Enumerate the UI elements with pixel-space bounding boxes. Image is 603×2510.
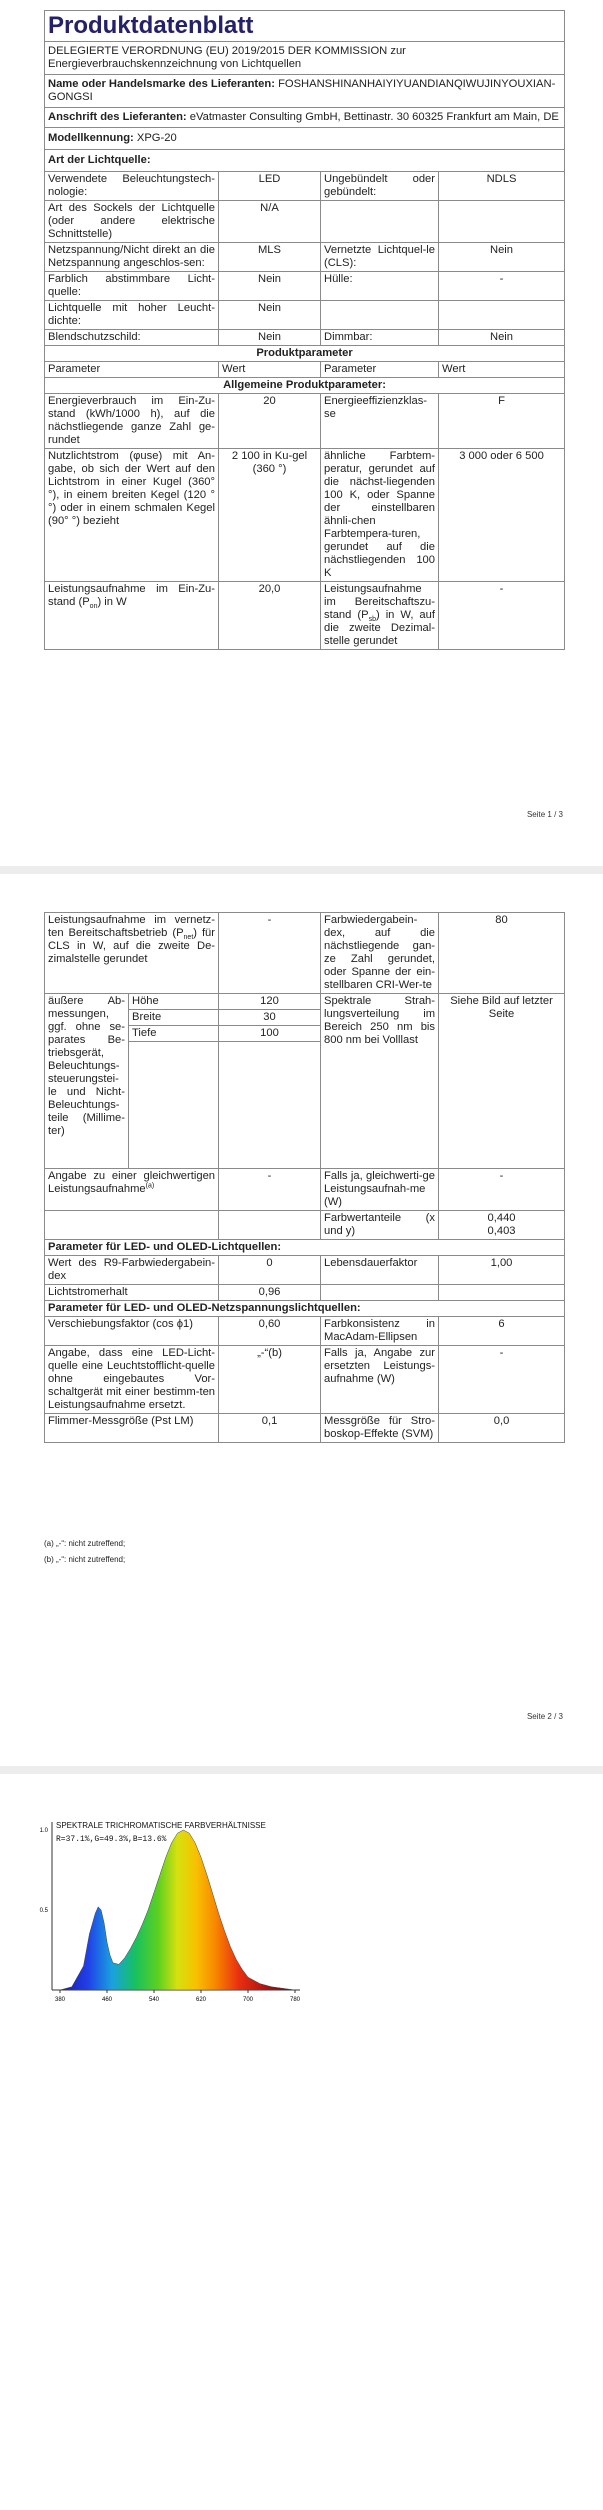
x-tick-label: 540: [148, 1997, 160, 2003]
general-params-header: Allgemeine Produktparameter:: [45, 378, 565, 394]
chart-subtitle: R=37.1%,G=49.3%,B=13.6%: [56, 1835, 167, 1844]
supplier-address-label: Anschrift des Lieferanten:: [48, 111, 187, 123]
col-header-parameter: Parameter: [45, 362, 219, 378]
chromaticity-x: 0,440: [487, 1212, 516, 1224]
col-header-value-2: Wert: [439, 362, 565, 378]
page-number-1: Seite 1 / 3: [526, 810, 563, 819]
anti-glare-value: Nein: [219, 330, 321, 346]
directional-value: NDLS: [439, 172, 565, 201]
useful-flux-value: 2 100 in Ku-gel (360 °): [219, 449, 321, 582]
energy-class-label: Energieeffizienzklas-se: [321, 394, 439, 449]
page-separator-2: [0, 1766, 603, 1774]
on-mode-power-value: 20,0: [219, 582, 321, 650]
supplier-name-row: [45, 75, 565, 108]
chromaticity-label: Farbwertanteile (x und y): [321, 1211, 439, 1240]
mains-voltage-label: Netzspannung/Nicht direkt an die Netzspannung angeschlos-sen:: [45, 243, 219, 272]
y-tick-group: [40, 1828, 49, 1914]
flicker-metric-label: Flimmer-Messgröße (Pst LM): [45, 1414, 219, 1443]
color-tunable-value: Nein: [219, 272, 321, 301]
cri-label: Farbwiedergabein-dex, auf die nächstliegende gan-ze Zahl gerundet, oder Spanne der ein-stellbaren CRI-Wer-te: [321, 913, 439, 994]
dimensions-label: äußere Ab-messungen, ggf. ohne se-parates Be-triebsgerät, Beleuchtungs-steuerungstei-le und Nicht-Beleuchtungs-teile (Millime-ter): [45, 994, 129, 1169]
spectrum-chart: [0, 1814, 603, 2034]
connected-light-label: Vernetzte Lichtquel-le (CLS):: [321, 243, 439, 272]
stroboscopic-metric-label: Messgröße für Stro-boskop-Effekte (SVM): [321, 1414, 439, 1443]
on-mode-power-label: Leistungsaufnahme im Ein-Zu-stand $(P_{on})$ in W: [45, 582, 219, 650]
color-consistency-label: Farbkonsistenz in MacAdam-Ellipsen: [321, 1317, 439, 1346]
datasheet-table-1: [44, 10, 565, 650]
fluorescent-replacement-value: „-“(b): [219, 1346, 321, 1414]
connected-light-value: Nein: [439, 243, 565, 272]
lighting-technology-label: Verwendete Beleuchtungstech-nologie:: [45, 172, 219, 201]
replaced-power-label: Falls ja, Angabe zur ersetzten Leistungs-aufnahme (W): [321, 1346, 439, 1414]
supplier-name-label: Name oder Handelsmarke des Lieferanten:: [48, 78, 275, 90]
page-number-2: Seite 2 / 3: [526, 1712, 563, 1721]
lumen-maintenance-label: Lichtstromerhalt: [45, 1285, 219, 1301]
color-tunable-label: Farblich abstimmbare Licht-quelle:: [45, 272, 219, 301]
socket-type-value: N/A: [219, 201, 321, 243]
replaced-power-value: -: [439, 1346, 565, 1414]
equivalent-power-value: -: [219, 1169, 321, 1211]
model-row: [45, 128, 565, 150]
survival-factor-label: Lebensdauerfaktor: [321, 1256, 439, 1285]
chromaticity-y: 0,403: [487, 1225, 516, 1237]
directional-label: Ungebündelt oder gebündelt:: [321, 172, 439, 201]
page-3: [0, 1774, 603, 2510]
regulation-text: DELEGIERTE VERORDNUNG (EU) 2019/2015 DER KOMMISSION zur Energieverbrauchskennzeichnung von Lichtquellen: [45, 42, 565, 75]
x-tick-label: 380: [54, 1997, 66, 2003]
standby-power-label: Leistungsaufnahme im Bereitschaftszu-stand $(P_{sb})$ in W, auf die zweite Dezimal-stelle gerundet: [321, 582, 439, 650]
standby-power-value: -: [439, 582, 565, 650]
mains-voltage-value: MLS: [219, 243, 321, 272]
equivalent-power-w-label: Falls ja, gleichwerti-ge Leistungsaufnah-me (W): [321, 1169, 439, 1211]
spectral-distribution-value: Siehe Bild auf letzter Seite: [439, 994, 565, 1169]
survival-factor-value: 1,00: [439, 1256, 565, 1285]
x-tick-label: 620: [195, 1997, 207, 2003]
color-consistency-value: 6: [439, 1317, 565, 1346]
displacement-factor-label: Verschiebungsfaktor (cos ϕ1): [45, 1317, 219, 1346]
anti-glare-label: Blendschutzschild:: [45, 330, 219, 346]
networked-standby-value: -: [219, 913, 321, 994]
high-luminance-value: Nein: [219, 301, 321, 330]
socket-type-label: Art des Sockels der Lichtquelle (oder andere elektrische Schnittstelle): [45, 201, 219, 243]
energy-class-value: F: [439, 394, 565, 449]
height-label: Höhe: [129, 994, 219, 1010]
spectral-distribution-label: Spektrale Strah-lungsverteilung im Bereich 250 nm bis 800 nm bei Volllast: [321, 994, 439, 1169]
envelope-value: -: [439, 272, 565, 301]
r9-label: Wert des R9-Farbwiedergabein-dex: [45, 1256, 219, 1285]
dimmable-label: Dimmbar:: [321, 330, 439, 346]
page-1: [0, 0, 603, 865]
cri-value: 80: [439, 913, 565, 994]
chromaticity-values: [439, 1211, 565, 1240]
x-tick-label: 700: [242, 1997, 254, 2003]
depth-label: Tiefe: [129, 1026, 219, 1042]
r9-value: 0: [219, 1256, 321, 1285]
useful-flux-label: Nutzlichtstrom (φuse) mit An-gabe, ob sich der Wert auf den Lichtstrom in einer Kugel (360° °), in einem breiten Kegel (120 °°) oder in einem schmalen Kegel (90° °) bezieht: [45, 449, 219, 582]
dimmable-value: Nein: [439, 330, 565, 346]
mains-params-header: Parameter für LED- und OLED-Netzspannungslichtquellen:: [45, 1301, 565, 1317]
model-value: XPG-20: [136, 132, 177, 144]
flicker-metric-value: 0,1: [219, 1414, 321, 1443]
height-value: 120: [219, 994, 321, 1010]
networked-standby-label: Leistungsaufnahme im vernetz-ten Bereitschaftsbetrieb $(P_{net})$ für CLS in W, auf die zweite De-zimalstelle gerundet: [45, 913, 219, 994]
envelope-label: Hülle:: [321, 272, 439, 301]
footnote-b: (b) „-“: nicht zutreffend;: [44, 1555, 126, 1564]
width-label: Breite: [129, 1010, 219, 1026]
x-tick-group: [55, 1990, 301, 2003]
supplier-address: eVatmaster Consulting GmbH, Bettinastr. 30 60325 Frankfurt am Main, DE: [189, 111, 559, 123]
width-value: 30: [219, 1010, 321, 1026]
page-title: Produktdatenblatt: [45, 11, 565, 42]
energy-consumption-label: Energieverbrauch im Ein-Zu-stand (kWh/1000 h), auf die nächstliegende ganze Zahl ge-rundet: [45, 394, 219, 449]
chart-title: SPEKTRALE TRICHROMATISCHE FARBVERHÄLTNISSE: [56, 1821, 266, 1830]
col-header-parameter-2: Parameter: [321, 362, 439, 378]
footnote-a: (a) „-“: nicht zutreffend;: [44, 1539, 126, 1548]
supplier-name: FOSHANSHINANHAIYIYUANDIANQIWUJINYOUXIAN-GONGSI: [48, 78, 556, 103]
high-luminance-label: Lichtquelle mit hoher Leucht-dichte:: [45, 301, 219, 330]
col-header-value: Wert: [219, 362, 321, 378]
page-separator-1: [0, 866, 603, 874]
stroboscopic-metric-value: 0,0: [439, 1414, 565, 1443]
lumen-maintenance-value: 0,96: [219, 1285, 321, 1301]
fluorescent-replacement-label: Angabe, dass eine LED-Licht-quelle eine Leuchtstofflicht-quelle ohne eingebautes Vor-schaltgerät mit einer bestimm-ten Leistungsaufnahme ersetzt.: [45, 1346, 219, 1414]
displacement-factor-value: 0,60: [219, 1317, 321, 1346]
x-tick-label: 460: [101, 1997, 113, 2003]
spectrum-area: [60, 1830, 295, 1990]
color-temperature-value: 3 000 oder 6 500: [439, 449, 565, 582]
type-header: Art der Lichtquelle:: [45, 150, 565, 172]
datasheet-table-2: [44, 912, 565, 1443]
lighting-technology-value: LED: [219, 172, 321, 201]
equivalent-power-w-value: -: [439, 1169, 565, 1211]
depth-value: 100: [219, 1026, 321, 1042]
model-label: Modellkennung:: [48, 132, 134, 144]
page-2: [0, 876, 603, 1766]
product-params-header: Produktparameter: [45, 346, 565, 362]
supplier-address-row: [45, 108, 565, 128]
y-tick-label: 0.5: [39, 1908, 48, 1914]
x-tick-label: 780: [289, 1997, 301, 2003]
led-params-header: Parameter für LED- und OLED-Lichtquellen:: [45, 1240, 565, 1256]
energy-consumption-value: 20: [219, 394, 321, 449]
y-tick-label: 1.0: [39, 1828, 48, 1834]
color-temperature-label: ähnliche Farbtem-peratur, gerundet auf die nächst-liegenden 100 K, oder Spanne der einstellbaren ähnli-chen Farbtempera-turen, gerundet auf die nächstliegenden 100 K: [321, 449, 439, 582]
equivalent-power-label: Angabe zu einer gleichwertigen Leistungsaufnahme$^{(a)}$: [45, 1169, 219, 1211]
